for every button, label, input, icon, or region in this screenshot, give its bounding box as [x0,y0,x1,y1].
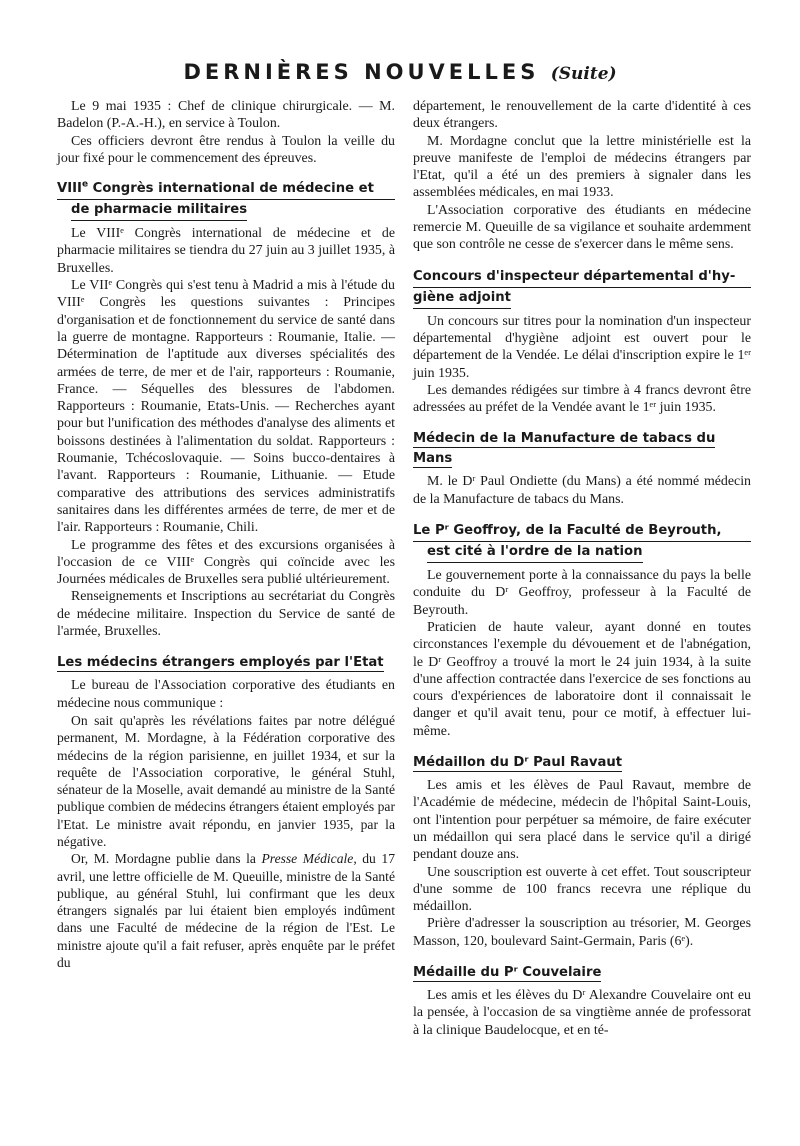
paragraph: Ces officiers devront être rendus à Toulon la veille du jour fixé pour le commencement des épreuves. [57,133,395,166]
paragraph: Un concours sur titres pour la nomination d'un inspecteur départemental d'hygiène adjoint est ouvert pour le département de la Vendée. Le délai d'inscription expire le 1ᵉʳ juin 1935. [413,313,751,381]
paragraph: Or, M. Mordagne publie dans la Presse Médicale, du 17 avril, une lettre officielle de M. Queuille, ministre de la Santé publique, au général Stuhl, lui confirmant que les deux étrangers signalés par lui étaient bien employés indûment dans une Faculté de médecine de la région de l'Est. Le ministre ajoute qu'il a fait refuser, après enquête par le préfet du [57,851,395,971]
paragraph: Les amis et les élèves de Paul Ravaut, membre de l'Académie de médecine, médecin de l'hôpital Saint-Louis, ont l'intention pour perpétuer sa mémoire, de faire exécuter un médaillon qui sera placé dans le service qu'il a dirigé pendant douze ans. [413,778,751,863]
section-heading-inspecteur: Concours d'inspecteur départemental d'hy- giène adjoint [413,267,751,309]
page-title [0,60,800,84]
paragraph: Les amis et les élèves du Dʳ Alexandre Couvelaire ont eu la pensée, à l'occasion de sa vingtième année de professorat à la clinique Baudelocque, et en té- [413,987,751,1038]
paragraph: département, le renouvellement de la carte d'identité à ces deux étrangers. [413,99,751,132]
section-heading-ravaut: Médaillon du Dʳ Paul Ravaut [413,755,623,771]
paragraph: Praticien de haute valeur, ayant donné en toutes circonstances l'exemple du dévouement et de l'abnégation, le Dʳ Geoffroy a trouvé la mort le 24 juin 1934, à la suite d'une affection contractée dans l'exercice de ses fonctions au cours d'expériences de laboratoire dont il connaissait le danger et qu'il avait tenu, pour ce motif, à effectuer lui-même. [413,619,751,739]
page-title-text: DERNIÈRES NOUVELLES [183,60,540,84]
quoted-communique [57,712,395,971]
paragraph: M. Mordagne conclut que la lettre ministérielle est la preuve manifeste de l'emploi de médecins étrangers par l'Etat, qu'il a été un des premiers à signaler dans les assemblées médicales, en mai 1933. [413,133,751,201]
paragraph: M. le Dʳ Paul Ondiette (du Mans) a été nommé médecin de la Manufacture de tabacs du Mans. [413,474,751,507]
paragraph: Prière d'adresser la souscription au trésorier, M. Georges Masson, 120, boulevard Saint-Germain, Paris (6ᵉ). [413,916,751,949]
paragraph: Le programme des fêtes et des excursions organisées à l'occasion de ce VIIIᵉ Congrès qui coïncide avec les Journées médicales de Bruxelles sera publié ultérieurement. [57,537,395,588]
section-heading-couvelaire: Médaille du Pʳ Couvelaire [413,964,602,980]
paragraph: L'Association corporative des étudiants en médecine remercie M. Queuille de sa vigilance et souhaite ardemment que son contrôle ne cesse de s'exercer dans le même sens. [413,202,751,253]
paragraph: Le bureau de l'Association corporative des étudiants en médecine nous communique : [57,678,395,711]
paragraph: Renseignements et Inscriptions au secrétariat du Congrès de médecine militaire. Inspection du Service de santé de l'armée, Bruxelles. [57,589,395,640]
section-heading-manufacture: Médecin de la Manufacture de tabacs du Mans [413,431,716,467]
paragraph: Une souscription est ouverte à cet effet. Tout souscripteur d'une somme de 100 francs recevra une réplique du médaillon. [413,864,751,915]
section-heading-geoffroy: Le Pʳ Geoffroy, de la Faculté de Beyrouth, est cité à l'ordre de la nation [413,521,751,563]
left-column [57,98,395,971]
section-heading-etrangers: Les médecins étrangers employés par l'Etat [57,655,384,671]
paragraph: On sait qu'après les révélations faites par notre délégué permanent, M. Mordagne, à la Fédération corporative des médecins de la région parisienne, en juillet 1934, et sur la requête de l'Association corporative, le général Stuhl, sénateur de la Moselle, avait demandé au ministre de la Santé publique combien de médecins étrangers étaient employés par l'Etat. Le ministre avait répondu, en janvier 1935, par la négative. [57,712,395,849]
paragraph: Le gouvernement porte à la connaissance du pays la belle conduite du Dʳ Geoffroy, professeur à la Faculté de Beyrouth. [413,568,751,618]
paragraph: Le VIIIᵉ Congrès international de médecine et de pharmacie militaires se tiendra du 27 juin au 3 juillet 1935, à Bruxelles. [57,226,395,276]
page-title-suite: (Suite) [550,64,617,84]
paragraph: Le VIIᵉ Congrès qui s'est tenu à Madrid a mis à l'étude du VIIIᵉ Congrès les questions suivantes : Principes d'organisation et de fonctionnement du service de santé dans la guerre de montagne. Rapporteurs : Roumanie, Italie. — Détermination de l'aptitude aux diverses spécialités des armées de terre, de mer et de l'air, rapporteurs : Roumanie, France. — Séquelles des blessures de l'abdomen. Rapporteurs : Roumanie, Etats-Unis. — Recherches ayant pour but l'unification des méthodes d'analyse des aliments et boissons destinées à l'alimentation du soldat. Rapporteurs : Roumanie, Tchécoslovaquie. — Soins bucco-dentaires à l'avant. Rapporteurs : Roumanie, Lithuanie. — Etude comparative des attributions des services administratifs sanitaires dans les différentes armées de terre, de mer et de l'air. Rapporteurs : Roumanie, Chili. [57,278,395,536]
right-column [413,98,751,1039]
paragraph: Le 9 mai 1935 : Chef de clinique chirurgicale. — M. Badelon (P.-A.-H.), en service à Toulon. [57,99,395,132]
paragraph: Les demandes rédigées sur timbre à 4 francs devront être adressées au préfet de la Vendée avant le 1ᵉʳ juin 1935. [413,382,751,416]
section-heading-congres: VIIIe Congrès international de médecine et de pharmacie militaires [57,179,395,221]
